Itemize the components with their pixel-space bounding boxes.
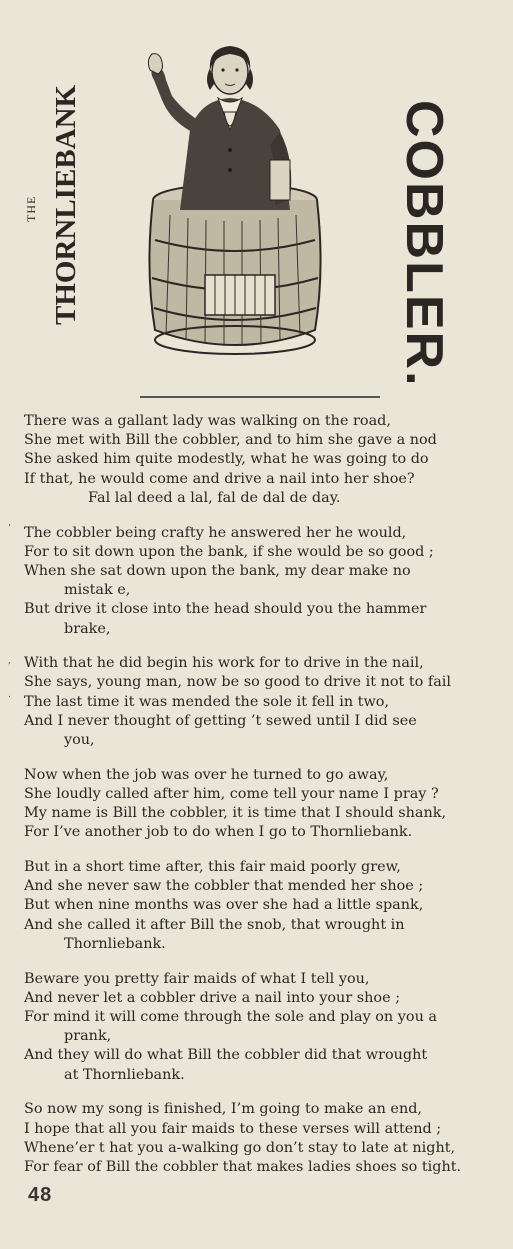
verse-line: My name is Bill the cobbler, it is time that I should shank,	[24, 805, 447, 822]
verse-line: For I’ve another job to do when I go to Thornliebank.	[24, 824, 413, 841]
verse-line: With that he did begin his work for to drive in the nail,	[24, 655, 424, 672]
page-number: 48	[28, 1184, 53, 1206]
verse-line: And she never saw the cobbler that mended her shoe ;	[24, 878, 424, 895]
stanza-6	[24, 970, 469, 1085]
refrain-line: Fal lal deed a lal, fal de dal de day.	[88, 489, 341, 506]
cobbler-woodcut-illustration	[130, 40, 340, 370]
verse-line: For fear of Bill the cobbler that makes ladies shoes so tight.	[24, 1158, 462, 1175]
verse-line-continuation: at Thornliebank.	[64, 1066, 185, 1083]
verse-line: So now my song is finished, I’m going to make an end,	[24, 1101, 422, 1118]
verse-line: For mind it will come through the sole and play on you a	[24, 1008, 437, 1025]
stanza-4	[24, 766, 469, 843]
verse-line: Now when the job was over he turned to go away,	[24, 766, 389, 783]
header	[0, 0, 513, 390]
stanza-1	[24, 412, 469, 508]
verse-line: But in a short time after, this fair maid poorly grew,	[24, 859, 401, 876]
title-cobbler: COBBLER.	[395, 100, 453, 388]
title-the: THE	[24, 195, 38, 222]
verse-line: And they will do what Bill the cobbler did that wrought	[24, 1047, 428, 1064]
verse-line: She met with Bill the cobbler, and to him she gave a nod	[24, 432, 437, 449]
verse-line-continuation: mistak e,	[64, 582, 131, 599]
verse-line: The cobbler being crafty he answered her he would,	[24, 524, 407, 541]
stanza-7	[24, 1100, 469, 1177]
verse-line: But when nine months was over she had a little spank,	[24, 897, 424, 914]
verse-line: For to sit down upon the bank, if she would be so good ;	[24, 543, 434, 560]
stanza-5	[24, 858, 469, 954]
verse-line: And she called it after Bill the snob, that wrought in	[24, 916, 405, 933]
verse-line: There was a gallant lady was walking on the road,	[24, 413, 391, 429]
margin-mark: ’	[8, 524, 11, 534]
verse-line-continuation: prank,	[64, 1028, 112, 1045]
verse-line: But drive it close into the head should you the hammer	[24, 601, 427, 618]
verse-line: She asked him quite modestly, what he was going to do	[24, 451, 429, 468]
verse-line: I hope that all you fair maids to these verses will attend ;	[24, 1120, 442, 1137]
verse-line: Beware you pretty fair maids of what I tell you,	[24, 970, 370, 987]
verse-line-continuation: Thornliebank.	[64, 935, 166, 952]
verse-line: She loudly called after him, come tell your name I pray ?	[24, 785, 439, 802]
verse-line: Whene’er t hat you a-walking go don’t stay to late at night,	[24, 1139, 456, 1156]
title-thornliebank: THORNLIEBANK	[50, 84, 82, 326]
stanza-3	[24, 654, 469, 750]
verse-line-continuation: brake,	[64, 620, 111, 637]
margin-mark: .	[8, 690, 11, 700]
verse-line-continuation: you,	[64, 732, 95, 749]
verse-line: When she sat down upon the bank, my dear make no	[24, 562, 411, 579]
verse-line: And I never thought of getting ’t sewed until I did see	[24, 712, 417, 729]
verse-line: The last time it was mended the sole it fell in two,	[24, 693, 390, 710]
margin-mark: ,	[8, 656, 11, 666]
header-rule	[140, 396, 380, 398]
stanza-2	[24, 524, 469, 639]
verse-line: She says, young man, now be so good to drive it not to fail	[24, 674, 451, 691]
verse-line: And never let a cobbler drive a nail into your shoe ;	[24, 989, 401, 1006]
song-text	[24, 412, 469, 1193]
verse-line: If that, he would come and drive a nail into her shoe?	[24, 470, 415, 487]
